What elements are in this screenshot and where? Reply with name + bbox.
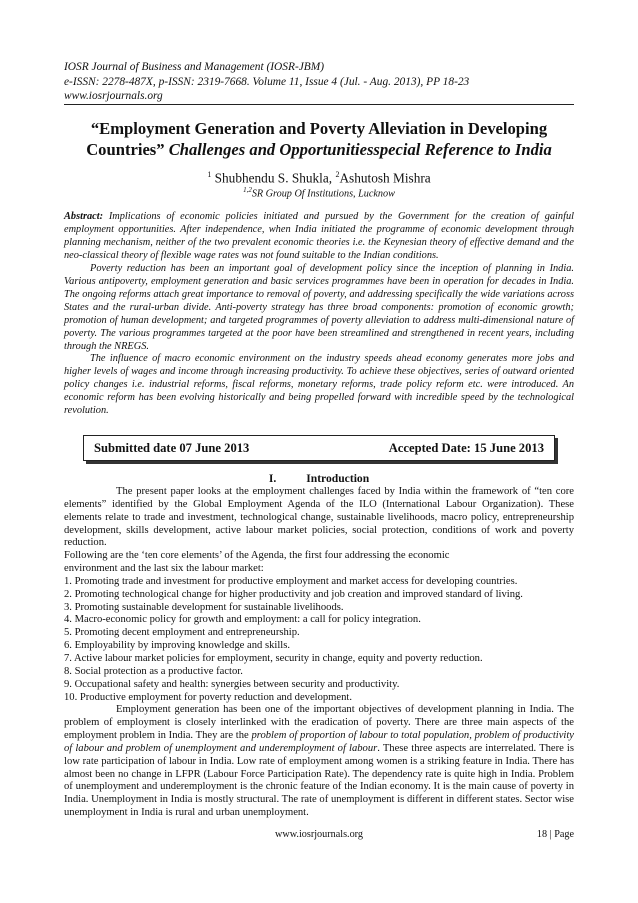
abstract-paragraph-1: Abstract: Implications of economic policies initiated and pursued by the Government for the creation of gainful employment opportunities. After independence, when India initiated the programme of economic development through planning mechanism, neither of the two prevalent economic theories i.e. the Keynesian theory of effective demand and the neo-classical theory of flexible wage rates was not found suitable to the Indian conditions. [64,211,575,261]
body-paragraph-2b: environment and the last six the labour market: [64,563,264,575]
body-text [64,486,574,820]
list-item: 9. Occupational safety and health: synergies between security and productivity. [64,678,400,690]
paper-title [64,118,574,160]
section-heading [64,472,574,486]
affiliation-superscript: 1,2 [243,186,252,194]
list-item: 2. Promoting technological change for higher productivity and job creation and improved standard of living. [64,588,523,600]
footer-website[interactable]: www.iosrjournals.org [274,829,363,840]
italic-emphasis: problem of proportion of labour to total population, problem of productivity of labour and problem of unemployment and underemployment of labour [64,730,574,754]
page-footer [64,828,574,842]
journal-issn: e-ISSN: 2278-487X, p-ISSN: 2319-7668. Volume 11, Issue 4 (Jul. - Aug. 2013), PP 18-23 [64,75,470,88]
list-item: 7. Active labour market policies for employment, security in change, equity and poverty reduction. [64,652,483,664]
list-item: 3. Promoting sustainable development for sustainable livelihoods. [64,601,344,613]
abstract-paragraph-3: The influence of macro economic environment on the industry speeds ahead economy generates more jobs and higher levels of wages and income through increasing productivity. To achieve these objectives, series of outward oriented policy changes i.e. industrial reforms, fiscal reforms, monetary reforms, trade policy reform etc. were introduced. An economic reform has been evolving historically and being propelled forward with incredible speed by the technological revolution. [64,353,574,417]
author-2: Ashutosh Mishra [339,170,431,186]
list-item: 8. Social protection as a productive factor. [64,665,243,677]
title-part-2: Challenges and Opportunitiesspecial Reference to India [168,140,552,159]
author-1-superscript: 1 [207,170,212,179]
body-paragraph-3: Employment generation has been one of the important objectives of development planning in India. The problem of employment is closely interlinked with the eradication of poverty. There are three main aspects of the employment problem in India. They are the problem of proportion of labour to total population, problem of productivity of labour and problem of unemployment and underemployment of labour. These three aspects are interrelated. There is low rate participation of labour in India. Low rate of employment among women is a striking feature in India. There has almost been no change in LFPR (Labour Force Participation Rate). The dependency rate is quite high in India. Problem of unemployment and underemployment is the chronic feature of the Indian economy. It is the main cause of poverty in India. Unemployment in India is mostly structural. The rate of unemployment is different in different states. Sector wise unemployment in India is rural and urban unemployment. [64,704,574,819]
section-title: Introduction [306,472,370,485]
list-item: 6. Employability by improving knowledge and skills. [64,640,290,652]
body-paragraph-1: The present paper looks at the employment challenges faced by India within the framework of “ten core elements” identified by the Global Employment Agenda of the ILO (International Labour Organization). These elements relate to trade and investment, technological change, sustainable livelihoods, macro policy, entrepreneurship development, skills development, active labour market policies, social protection, conditions of work and poverty reduction. [64,486,574,549]
submitted-date: Submitted date 07 June 2013 [94,441,250,455]
title-part-1: “Employment Generation and Poverty Alleviation in Developing Countries” [86,119,548,159]
journal-name: IOSR Journal of Business and Management (IOSR-JBM) [64,61,325,73]
author-1: Shubhendu S. Shukla, [214,170,333,186]
dates-box [83,435,555,461]
affiliation-line [64,184,574,200]
list-item: 5. Promoting decent employment and entrepreneurship. [64,627,300,639]
list-item: 1. Promoting trade and investment for productive employment and market access for developing countries. [64,575,518,587]
abstract-paragraph-2: Poverty reduction has been an important goal of development policy since the inception of planning in India. Various antipoverty, employment generation and basic services programmes have been in operation for decades in India. The ongoing reforms attach great importance to removal of poverty, and addressing specifically the wide variations across States and the rural-urban divide. Anti-poverty strategy has three broad components: promotion of economic growth; promotion of human development; and targeted programmes of poverty alleviation to address multi-dimensional nature of poverty. The various programmes targeted at the poor have been streamlined and strengthened in recent years, including through the NREGS. [64,262,574,352]
list-item: 4. Macro-economic policy for growth and employment: a call for policy integration. [64,614,421,626]
page-number: 18 | Page [536,829,574,840]
abstract-label: Abstract: [64,211,104,222]
list-item: 10. Productive employment for poverty reduction and development. [64,691,353,703]
journal-header [64,60,574,104]
journal-website[interactable]: www.iosrjournals.org [64,90,163,103]
accepted-date: Accepted Date: 15 June 2013 [388,441,544,455]
section-number: I. [268,472,277,485]
author-2-superscript: 2 [335,170,340,179]
abstract [64,211,574,418]
header-divider [64,104,574,105]
body-paragraph-2a: Following are the ‘ten core elements’ of the Agenda, the first four addressing the economic [64,550,450,562]
affiliation: SR Group Of Institutions, Lucknow [251,188,395,200]
